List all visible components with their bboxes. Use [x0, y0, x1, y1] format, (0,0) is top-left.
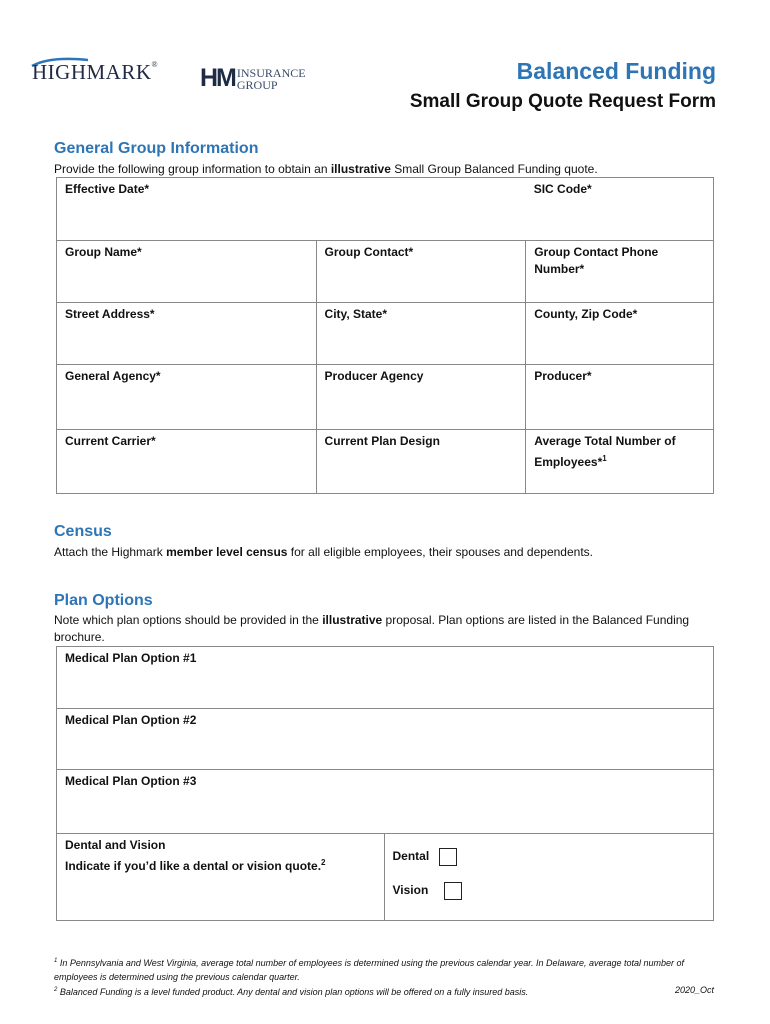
current-plan-design-field[interactable]: Current Plan Design [316, 430, 526, 494]
dental-option [393, 848, 706, 878]
dental-vision-prompt: Indicate if you’d like a dental or vision quote.$^2$ [65, 858, 326, 873]
page-title: Balanced Funding [516, 58, 716, 84]
general-info-table [56, 177, 714, 494]
group-contact-phone-field[interactable]: Group Contact Phone Number* [526, 241, 714, 303]
general-agency-field[interactable]: General Agency* [57, 365, 317, 430]
footnote-1: $^1$ In Pennsylvania and West Virginia, average total number of employees is determined using the previous calendar year. In Delaware, average total number of employees is determined using the previous calendar quarter. [54, 958, 685, 982]
vision-checkbox[interactable] [444, 882, 462, 900]
plan-options-table [56, 646, 714, 921]
medical-plan-option-1-field[interactable]: Medical Plan Option #1 [57, 647, 714, 709]
dental-checkbox[interactable] [439, 848, 457, 866]
producer-agency-field[interactable]: Producer Agency [316, 365, 526, 430]
hm-insurance-group-logo: HM INSURANCE GROUP [200, 64, 306, 92]
census-heading: Census [54, 523, 112, 540]
effective-date-field[interactable]: Effective Date* [57, 178, 526, 241]
group-contact-field[interactable]: Group Contact* [316, 241, 526, 303]
general-info-intro: Provide the following group information to obtain an illustrative Small Group Balanced Funding quote. [54, 162, 598, 176]
city-state-field[interactable]: City, State* [316, 303, 526, 365]
county-zip-field[interactable]: County, Zip Code* [526, 303, 714, 365]
dental-vision-title: Dental and Vision [65, 838, 166, 852]
medical-plan-option-2-field[interactable]: Medical Plan Option #2 [57, 709, 714, 770]
producer-field[interactable]: Producer* [526, 365, 714, 430]
footnote-2: $^2$ Balanced Funding is a level funded product. Any dental and vision plan options will be offered on a fully insured basis. [54, 987, 529, 997]
highmark-logo: HIGHMARK® [32, 60, 159, 84]
street-address-field[interactable]: Street Address* [57, 303, 317, 365]
dental-vision-cell [57, 834, 385, 921]
version-label: 2020_Oct [674, 985, 714, 995]
page-subtitle: Small Group Quote Request Form [409, 91, 716, 112]
current-carrier-field[interactable]: Current Carrier* [57, 430, 317, 494]
dental-label: Dental [392, 849, 430, 864]
group-name-field[interactable]: Group Name* [57, 241, 317, 303]
plan-options-text: Note which plan options should be provided in the illustrative proposal. Plan options are listed in the Balanced Funding brochure. [54, 613, 690, 644]
dental-vision-options [384, 834, 714, 921]
medical-plan-option-3-field[interactable]: Medical Plan Option #3 [57, 770, 714, 834]
sic-code-field[interactable]: SIC Code* [526, 178, 714, 241]
census-text: Attach the Highmark member level census for all eligible employees, their spouses and dependents. [54, 545, 593, 559]
avg-employees-field[interactable]: Average Total Number of Employees*$^1$ [526, 430, 714, 494]
vision-option [393, 882, 706, 912]
vision-label: Vision [392, 883, 429, 898]
plan-options-heading: Plan Options [54, 592, 153, 609]
general-info-heading: General Group Information [54, 140, 259, 157]
